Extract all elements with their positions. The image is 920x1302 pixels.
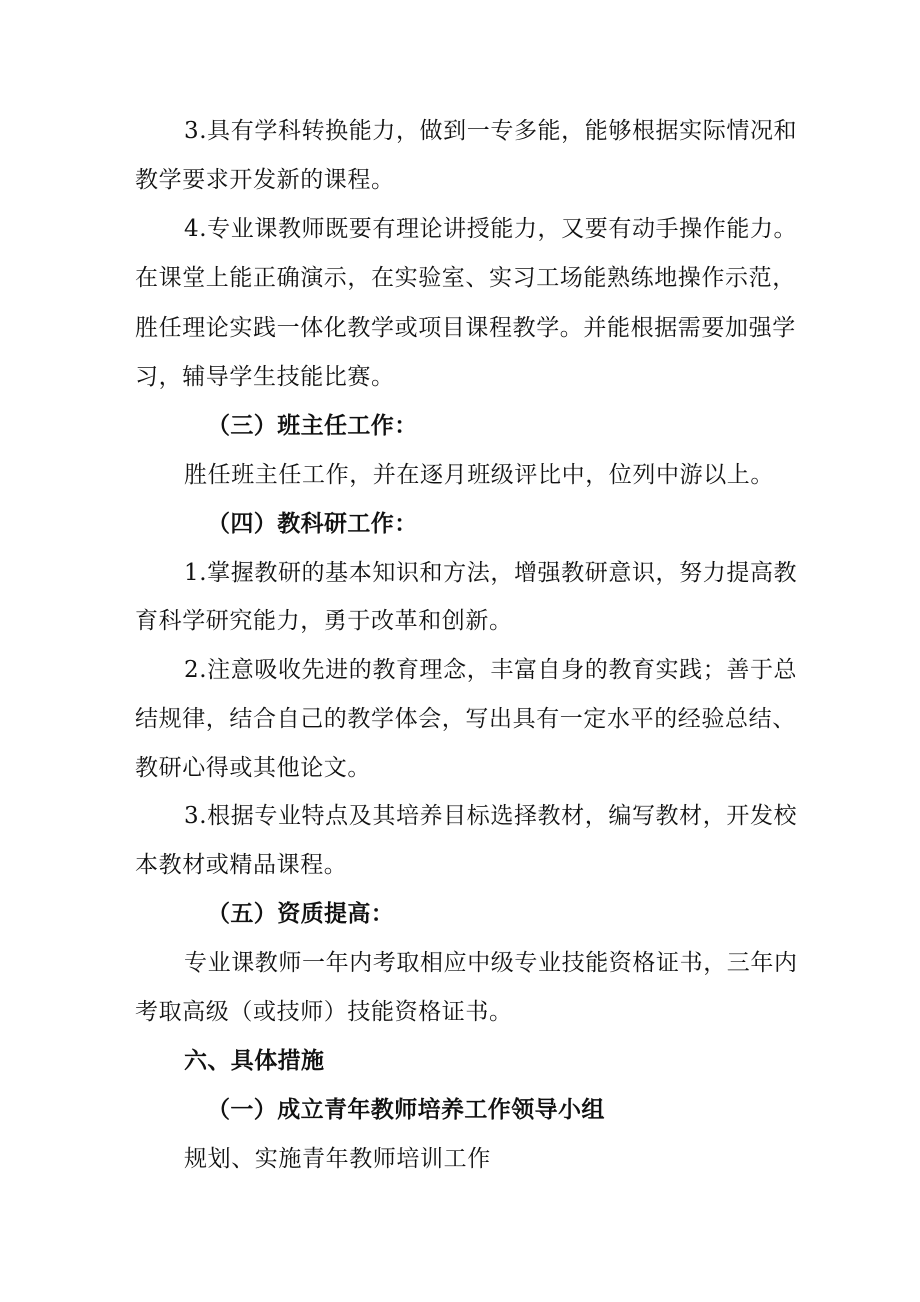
paragraph-line: 教学要求开发新的课程。 (135, 167, 395, 193)
paragraph-line: 胜任班主任工作，并在逐月班级评比中，位列中游以上。 (184, 462, 774, 488)
paragraph-line: 2.注意吸收先进的教育理念，丰富自身的教育实践；善于总 (184, 657, 798, 683)
paragraph-line: 4.专业课教师既要有理论讲授能力，又要有动手操作能力。 (184, 216, 798, 242)
paragraph-line: 本教材或精品课程。 (135, 852, 348, 878)
paragraph-line: 在课堂上能正确演示，在实验室、实习工场能熟练地操作示范， (135, 265, 796, 291)
paragraph-line: 3.根据专业特点及其培养目标选择教材，编写教材，开发校 (184, 803, 798, 829)
paragraph-line: 教研心得或其他论文。 (135, 755, 371, 781)
paragraph-line: 结规律，结合自己的教学体会，写出具有一定水平的经验总结、 (135, 706, 796, 732)
paragraph-line: 1.掌握教研的基本知识和方法，增强教研意识，努力提高教 (184, 560, 798, 586)
section-heading: （三）班主任工作： (207, 413, 418, 439)
paragraph-line: 规划、实施青年教师培训工作 (184, 1146, 491, 1172)
paragraph-line: 胜任理论实践一体化教学或项目课程教学。并能根据需要加强学 (135, 315, 796, 341)
paragraph-line: 3.具有学科转换能力，做到一专多能，能够根据实际情况和 (184, 118, 798, 144)
paragraph-line: 习，辅导学生技能比赛。 (135, 364, 395, 390)
paragraph-line: 育科学研究能力，勇于改革和创新。 (135, 608, 513, 634)
chapter-heading: 六、具体措施 (184, 1048, 325, 1074)
section-heading: （四）教科研工作： (207, 511, 418, 537)
paragraph-line: 考取高级（或技师）技能资格证书。 (135, 999, 513, 1025)
section-heading: （一）成立青年教师培养工作领导小组 (207, 1097, 605, 1123)
paragraph-line: 专业课教师一年内考取相应中级专业技能资格证书，三年内 (184, 950, 798, 976)
section-heading: （五）资质提高： (207, 901, 395, 927)
